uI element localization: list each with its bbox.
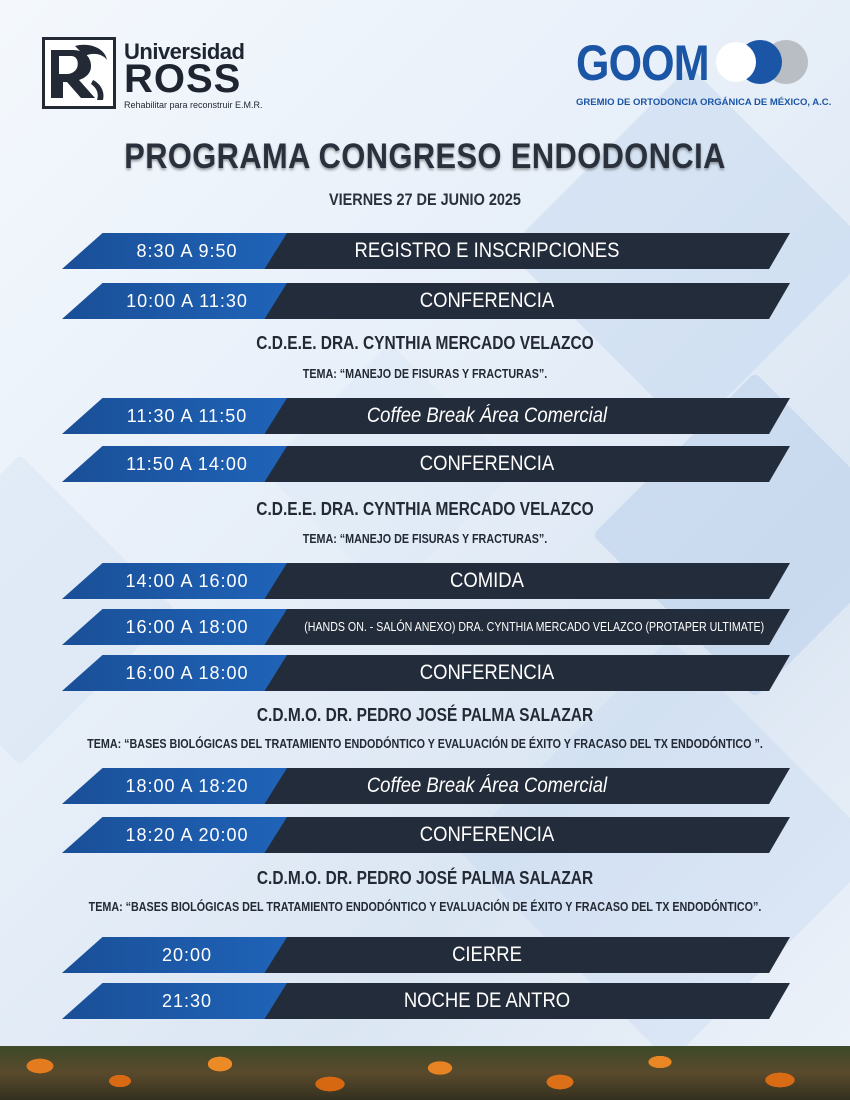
goom-logo <box>572 35 832 116</box>
schedule-row <box>62 937 790 973</box>
row-time: 20:00 <box>161 945 213 965</box>
row-label: Coffee Break Área Comercial <box>366 774 608 797</box>
schedule-row <box>62 609 790 645</box>
schedule-row <box>62 283 790 319</box>
butterfly-footer-image <box>0 1046 850 1100</box>
speaker-name: C.D.M.O. DR. PEDRO JOSÉ PALMA SALAZAR <box>256 868 594 888</box>
schedule-row <box>62 563 790 599</box>
ross-emblem-icon <box>42 37 116 109</box>
schedule-row <box>62 817 790 853</box>
schedule-row <box>62 983 790 1019</box>
schedule-row <box>62 768 790 804</box>
row-label: REGISTRO E INSCRIPCIONES <box>354 239 620 262</box>
schedule-row <box>62 233 790 269</box>
row-label: CONFERENCIA <box>419 823 555 846</box>
row-time: 11:50 A 14:00 <box>126 454 248 474</box>
row-label: CONFERENCIA <box>419 289 555 312</box>
goom-logo-subtitle: GREMIO DE ORTODONCIA ORGÁNICA DE MÉXICO, A.C. <box>576 97 832 108</box>
conference-topic: TEMA: “BASES BIOLÓGICAS DEL TRATAMIENTO ENDODÓNTICO Y EVALUACIÓN DE ÉXITO Y FRACASO DEL TX ENDODÓNTICO”. <box>88 900 762 914</box>
page-title: PROGRAMA CONGRESO ENDODONCIA <box>124 137 726 176</box>
goom-circles-icon <box>712 38 812 86</box>
ross-logo-line1: Universidad <box>124 39 245 64</box>
event-date: VIERNES 27 DE JUNIO 2025 <box>329 190 521 209</box>
row-label: (HANDS ON. - SALÓN ANEXO) DRA. CYNTHIA MERCADO VELAZCO (PROTAPER ULTIMATE) <box>304 620 765 634</box>
row-time: 14:00 A 16:00 <box>125 571 249 591</box>
row-time: 16:00 A 18:00 <box>125 663 249 683</box>
row-label: CIERRE <box>452 943 522 966</box>
speaker-name: C.D.E.E. DRA. CYNTHIA MERCADO VELAZCO <box>256 499 594 519</box>
row-time: 21:30 <box>161 991 213 1011</box>
schedule-row <box>62 398 790 434</box>
schedule-row <box>62 446 790 482</box>
row-time: 10:00 A 11:30 <box>126 291 248 311</box>
row-label: Coffee Break Área Comercial <box>366 404 608 427</box>
row-time: 18:20 A 20:00 <box>125 825 249 845</box>
row-time: 11:30 A 11:50 <box>126 406 248 426</box>
goom-logo-word: GOOM <box>576 35 709 91</box>
schedule-row <box>62 655 790 691</box>
row-time: 18:00 A 18:20 <box>125 776 249 796</box>
row-time: 8:30 A 9:50 <box>136 241 238 261</box>
row-label: CONFERENCIA <box>419 661 555 684</box>
ross-logo-tagline: Rehabilitar para reconstruir E.M.R. <box>124 100 263 110</box>
row-label: CONFERENCIA <box>419 452 555 475</box>
row-time: 16:00 A 18:00 <box>125 617 249 637</box>
conference-topic: TEMA: “MANEJO DE FISURAS Y FRACTURAS”. <box>302 532 548 546</box>
universidad-ross-logo <box>42 37 282 113</box>
conference-topic: TEMA: “MANEJO DE FISURAS Y FRACTURAS”. <box>302 367 548 381</box>
ross-logo-line2: ROSS <box>124 57 242 101</box>
row-label: NOCHE DE ANTRO <box>403 989 571 1012</box>
speaker-name: C.D.M.O. DR. PEDRO JOSÉ PALMA SALAZAR <box>256 705 594 725</box>
row-label: COMIDA <box>450 569 524 592</box>
speaker-name: C.D.E.E. DRA. CYNTHIA MERCADO VELAZCO <box>256 333 594 353</box>
conference-topic: TEMA: “BASES BIOLÓGICAS DEL TRATAMIENTO ENDODÓNTICO Y EVALUACIÓN DE ÉXITO Y FRACASO DEL TX ENDODÓNTICO ”. <box>87 737 763 751</box>
